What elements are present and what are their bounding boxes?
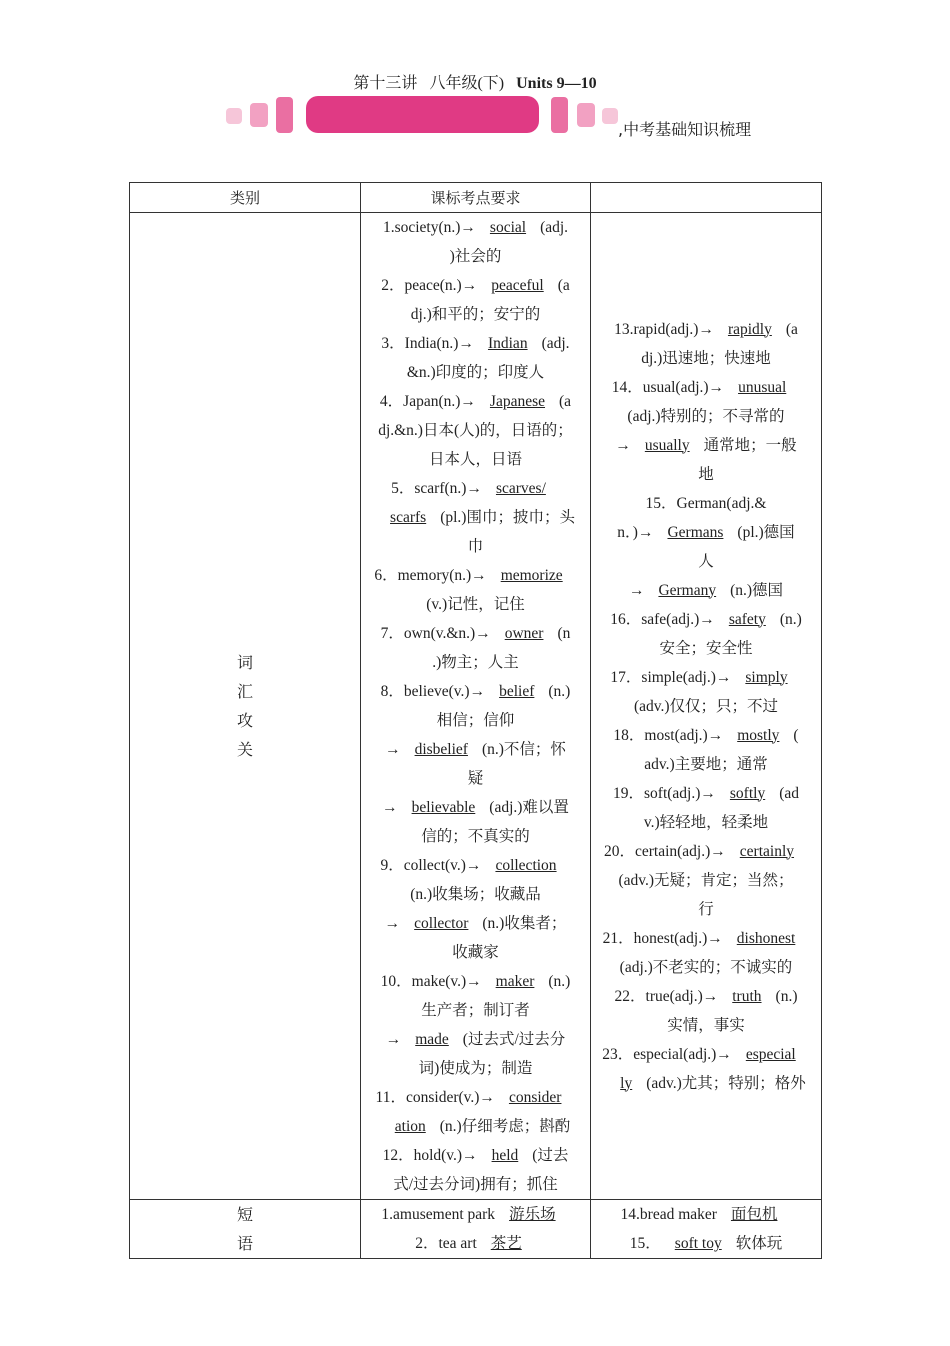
entry-suffix: (过去 <box>532 1147 569 1164</box>
entry-line <box>599 402 813 431</box>
entry-line <box>369 213 582 242</box>
entry-line <box>599 982 813 1011</box>
entry-suffix: (a <box>559 393 572 410</box>
entry-line <box>599 1040 813 1069</box>
header-category: 类别 <box>130 183 361 213</box>
entry-answer: disbelief <box>414 741 468 758</box>
entry-suffix: 实情，事实 <box>667 1016 745 1034</box>
entry-suffix: 词)使成为；制造 <box>418 1060 533 1077</box>
entry-suffix: (ad <box>779 784 799 802</box>
entry-line <box>369 1170 582 1199</box>
entry-prefix: 20．certain(adj.)→ <box>603 842 726 860</box>
entry-line <box>369 532 582 561</box>
entry-suffix: (v.)记性，记住 <box>426 596 525 613</box>
entry-line <box>369 619 582 648</box>
entry-prefix: 15． <box>629 1235 661 1252</box>
entry-suffix: (adv.)仅仅；只；不过 <box>633 697 779 715</box>
entry-line <box>369 445 582 474</box>
vocab-row <box>130 213 822 1200</box>
entry-line <box>369 503 582 532</box>
entry-suffix: (adv.)尤其；特别；格外 <box>646 1074 806 1092</box>
entry-line <box>599 460 813 489</box>
entry-suffix: (adv.)无疑；肯定；当然； <box>618 871 794 889</box>
entry-answer: consider <box>508 1089 562 1106</box>
header-requirements: 课标考点要求 <box>361 183 591 213</box>
entry-answer: safety <box>728 610 766 628</box>
entry-suffix: 行 <box>698 900 714 918</box>
entry-line <box>599 953 813 982</box>
entry-suffix: (n.)不信；怀 <box>481 741 566 758</box>
entry-line <box>369 1200 582 1229</box>
entry-line <box>369 822 582 851</box>
entry-suffix: (n <box>557 625 571 642</box>
entry-line <box>599 1200 813 1229</box>
vocab-column-1 <box>361 213 591 1200</box>
entry-suffix: (n.)收集者； <box>482 915 567 932</box>
lecture-label: 第十三讲 <box>353 75 418 92</box>
entry-answer: collector <box>414 915 469 932</box>
entry-answer: 面包机 <box>730 1206 778 1223</box>
entry-prefix: 9．collect(v.)→ <box>380 857 482 874</box>
entry-answer: Germany <box>658 581 717 599</box>
entry-line <box>369 387 582 416</box>
entry-line <box>369 648 582 677</box>
entry-prefix: 6．memory(n.)→ <box>374 567 487 584</box>
entry-prefix: 11．consider(v.)→ <box>375 1089 495 1106</box>
entry-line <box>599 431 813 460</box>
vocab-category <box>130 213 361 1200</box>
banner-pill <box>306 96 539 133</box>
entry-answer: made <box>415 1031 449 1048</box>
vocab-char: 关 <box>236 740 253 759</box>
entry-suffix: (adj.)不老实的；不诚实的 <box>619 958 793 976</box>
phrase-char: 短 <box>236 1205 253 1224</box>
entry-line <box>599 924 813 953</box>
entry-line <box>369 300 582 329</box>
entry-answer: social <box>489 219 527 236</box>
entry-suffix: (n.)德国 <box>730 581 784 599</box>
entry-answer: softly <box>729 784 766 802</box>
entry-prefix: n．)→ <box>617 523 654 541</box>
entry-suffix: (adj. <box>540 219 569 236</box>
entry-line <box>369 996 582 1025</box>
entry-answer: ly <box>620 1074 633 1092</box>
entry-suffix: 通常地；一般 <box>703 436 797 454</box>
entry-suffix: (a <box>785 320 798 338</box>
entry-answer: believable <box>411 799 476 816</box>
entry-prefix: → <box>615 436 631 454</box>
units-label: Units 9—10 <box>516 75 597 92</box>
entry-line <box>369 561 582 590</box>
entry-line <box>369 474 582 503</box>
entry-suffix: dj.&n.)日本(人)的，日语的； <box>378 422 573 439</box>
phrase-char: 语 <box>236 1234 253 1253</box>
entry-suffix: 人 <box>698 552 714 570</box>
entry-prefix: 7．own(v.&n.)→ <box>380 625 491 642</box>
entry-line <box>369 706 582 735</box>
entry-line <box>599 1229 813 1258</box>
entry-line <box>599 750 813 779</box>
entry-suffix: )社会的 <box>449 248 502 265</box>
entry-suffix: dj.)和平的；安宁的 <box>410 306 541 323</box>
entry-answer: held <box>491 1147 519 1164</box>
entry-prefix: 17．simple(adj.)→ <box>610 668 732 686</box>
entry-answer: owner <box>504 625 544 642</box>
entry-line <box>369 1083 582 1112</box>
entry-line <box>369 1054 582 1083</box>
entry-line <box>369 242 582 271</box>
entry-suffix: (n.)仔细考虑；斟酌 <box>439 1118 571 1135</box>
entry-answer: rapidly <box>727 320 772 338</box>
entry-line <box>599 721 813 750</box>
entry-line <box>599 489 813 518</box>
entry-line <box>369 938 582 967</box>
entry-suffix: 收藏家 <box>452 944 499 961</box>
entry-prefix: 13.rapid(adj.)→ <box>614 320 714 338</box>
entry-line <box>599 663 813 692</box>
entry-suffix: .)物主；人主 <box>432 654 519 671</box>
entry-prefix: 2．tea art <box>415 1235 477 1252</box>
phrase-column-2 <box>591 1200 822 1259</box>
banner-square-4 <box>551 97 568 133</box>
entry-suffix: 软体玩 <box>735 1235 783 1252</box>
entry-prefix: 12．hold(v.)→ <box>382 1147 478 1164</box>
entry-prefix: 14.bread maker <box>620 1206 717 1223</box>
entry-answer: Japanese <box>489 393 546 410</box>
entry-suffix: (adj.)特别的；不寻常的 <box>627 407 785 425</box>
grade-label: 八年级(下) <box>429 75 505 92</box>
entry-line <box>599 373 813 402</box>
entry-line <box>369 677 582 706</box>
entry-answer: 游乐场 <box>509 1206 556 1223</box>
entry-suffix: ( <box>793 726 799 744</box>
entry-line <box>599 779 813 808</box>
entry-prefix: 16．safe(adj.)→ <box>610 610 715 628</box>
knowledge-table <box>129 182 822 1259</box>
entry-suffix: 信的；不真实的 <box>421 828 530 845</box>
entry-answer: especial <box>745 1045 796 1063</box>
entry-suffix: 安全；安全性 <box>659 639 753 657</box>
entry-line <box>369 967 582 996</box>
entry-answer: Indian <box>487 335 528 352</box>
entry-suffix: (a <box>557 277 570 294</box>
entry-line <box>369 590 582 619</box>
entry-line <box>599 547 813 576</box>
entry-line <box>369 909 582 938</box>
page-header <box>0 70 950 93</box>
banner-square-1 <box>226 108 242 124</box>
phrase-category <box>130 1200 361 1259</box>
entry-line <box>599 344 813 373</box>
entry-prefix: 22．true(adj.)→ <box>614 987 719 1005</box>
entry-line <box>369 271 582 300</box>
entry-suffix: (n.) <box>548 973 571 990</box>
entry-answer: collection <box>495 857 557 874</box>
entry-prefix: 8．believe(v.)→ <box>380 683 486 700</box>
entry-prefix: 10．make(v.)→ <box>380 973 482 990</box>
entry-suffix: 相信；信仰 <box>436 712 515 729</box>
entry-suffix: 生产者；制订者 <box>421 1002 530 1019</box>
entry-answer: dishonest <box>736 929 796 947</box>
entry-answer: certainly <box>739 842 795 860</box>
entry-answer: mostly <box>737 726 780 744</box>
entry-line <box>369 793 582 822</box>
entry-suffix: 地 <box>698 465 714 483</box>
entry-prefix: 18．most(adj.)→ <box>613 726 724 744</box>
entry-suffix: v.)轻轻地，轻柔地 <box>643 813 769 831</box>
entry-line <box>599 1011 813 1040</box>
header-blank <box>591 183 822 213</box>
entry-line <box>369 416 582 445</box>
banner-square-2 <box>250 103 268 127</box>
entry-suffix: dj.)迅速地；快速地 <box>641 349 771 367</box>
entry-suffix: (n.) <box>548 683 571 700</box>
section-subtitle: ,中考基础知识梳理 <box>618 120 752 139</box>
entry-answer: soft toy <box>674 1235 722 1252</box>
entry-suffix: 巾 <box>467 538 484 555</box>
entry-line <box>369 1112 582 1141</box>
vocab-char: 攻 <box>236 711 253 730</box>
entry-suffix: &n.)印度的；印度人 <box>406 364 545 381</box>
entry-answer: scarves/ <box>495 480 546 497</box>
entry-line <box>369 1141 582 1170</box>
entry-suffix: (n.) <box>779 610 802 628</box>
entry-prefix: 4．Japan(n.)→ <box>379 393 476 410</box>
entry-answer: peaceful <box>491 277 544 294</box>
entry-answer: memorize <box>500 567 563 584</box>
entry-line <box>599 1069 813 1098</box>
vocab-char: 词 <box>236 653 253 672</box>
entry-suffix: 疑 <box>467 770 484 787</box>
entry-answer: 茶艺 <box>490 1235 522 1252</box>
table-header-row <box>130 183 822 213</box>
phrase-row <box>130 1200 822 1259</box>
entry-prefix: 5．scarf(n.)→ <box>391 480 482 497</box>
entry-line <box>369 1229 582 1258</box>
entry-line <box>599 576 813 605</box>
vocab-column-2 <box>591 213 822 1200</box>
entry-answer: unusual <box>738 378 787 396</box>
entry-suffix: (过去式/过去分 <box>462 1031 566 1048</box>
entry-answer: maker <box>495 973 535 990</box>
entry-prefix: → <box>628 581 645 599</box>
entry-suffix: (adj. <box>541 335 570 352</box>
entry-line <box>369 329 582 358</box>
entry-line <box>599 692 813 721</box>
entry-prefix: → <box>382 799 398 816</box>
entry-suffix: (adj.)难以置 <box>489 799 569 816</box>
entry-line <box>599 315 813 344</box>
phrase-column-1 <box>361 1200 591 1259</box>
entry-line <box>599 866 813 895</box>
entry-line <box>599 895 813 924</box>
entry-answer: belief <box>499 683 535 700</box>
entry-prefix: 14．usual(adj.)→ <box>611 378 725 396</box>
banner-square-6 <box>602 108 618 124</box>
banner-square-3 <box>276 97 293 133</box>
entry-line <box>599 605 813 634</box>
entry-suffix: 式/过去分词)拥有；抓住 <box>393 1176 558 1193</box>
entry-prefix: 19．soft(adj.)→ <box>613 784 716 802</box>
entry-prefix: 15．German(adj.& <box>645 494 767 512</box>
entry-answer: ation <box>394 1118 426 1135</box>
entry-line <box>599 518 813 547</box>
entry-prefix: 3．India(n.)→ <box>381 335 474 352</box>
entry-line <box>599 808 813 837</box>
entry-line <box>599 837 813 866</box>
entry-line <box>369 880 582 909</box>
entry-line <box>369 735 582 764</box>
entry-prefix: 23．especial(adj.)→ <box>602 1045 732 1063</box>
entry-line <box>599 634 813 663</box>
entry-answer: scarfs <box>390 509 427 526</box>
entry-suffix: 日本人，日语 <box>428 451 522 468</box>
entry-suffix: (pl.)围巾；披巾；头 <box>440 509 575 526</box>
entry-line <box>369 851 582 880</box>
entry-answer: simply <box>745 668 788 686</box>
entry-prefix: → <box>385 1031 402 1048</box>
entry-suffix: (n.)收集场；收藏品 <box>410 886 541 903</box>
entry-answer: Germans <box>667 523 724 541</box>
vocab-char: 汇 <box>236 682 253 701</box>
entry-prefix: → <box>385 741 401 758</box>
entry-prefix: 1.society(n.)→ <box>382 219 476 236</box>
entry-suffix: (n.) <box>775 987 798 1005</box>
entry-prefix: 21．honest(adj.)→ <box>602 929 723 947</box>
entry-suffix: (pl.)德国 <box>737 523 795 541</box>
entry-prefix: 1.amusement park <box>381 1206 496 1223</box>
entry-line <box>369 764 582 793</box>
entry-answer: usually <box>644 436 690 454</box>
entry-answer: truth <box>732 987 762 1005</box>
entry-prefix: 2．peace(n.)→ <box>381 277 478 294</box>
banner-square-5 <box>577 103 595 127</box>
entry-prefix: → <box>384 915 401 932</box>
entry-line <box>369 1025 582 1054</box>
entry-line <box>369 358 582 387</box>
entry-suffix: adv.)主要地；通常 <box>644 755 768 773</box>
